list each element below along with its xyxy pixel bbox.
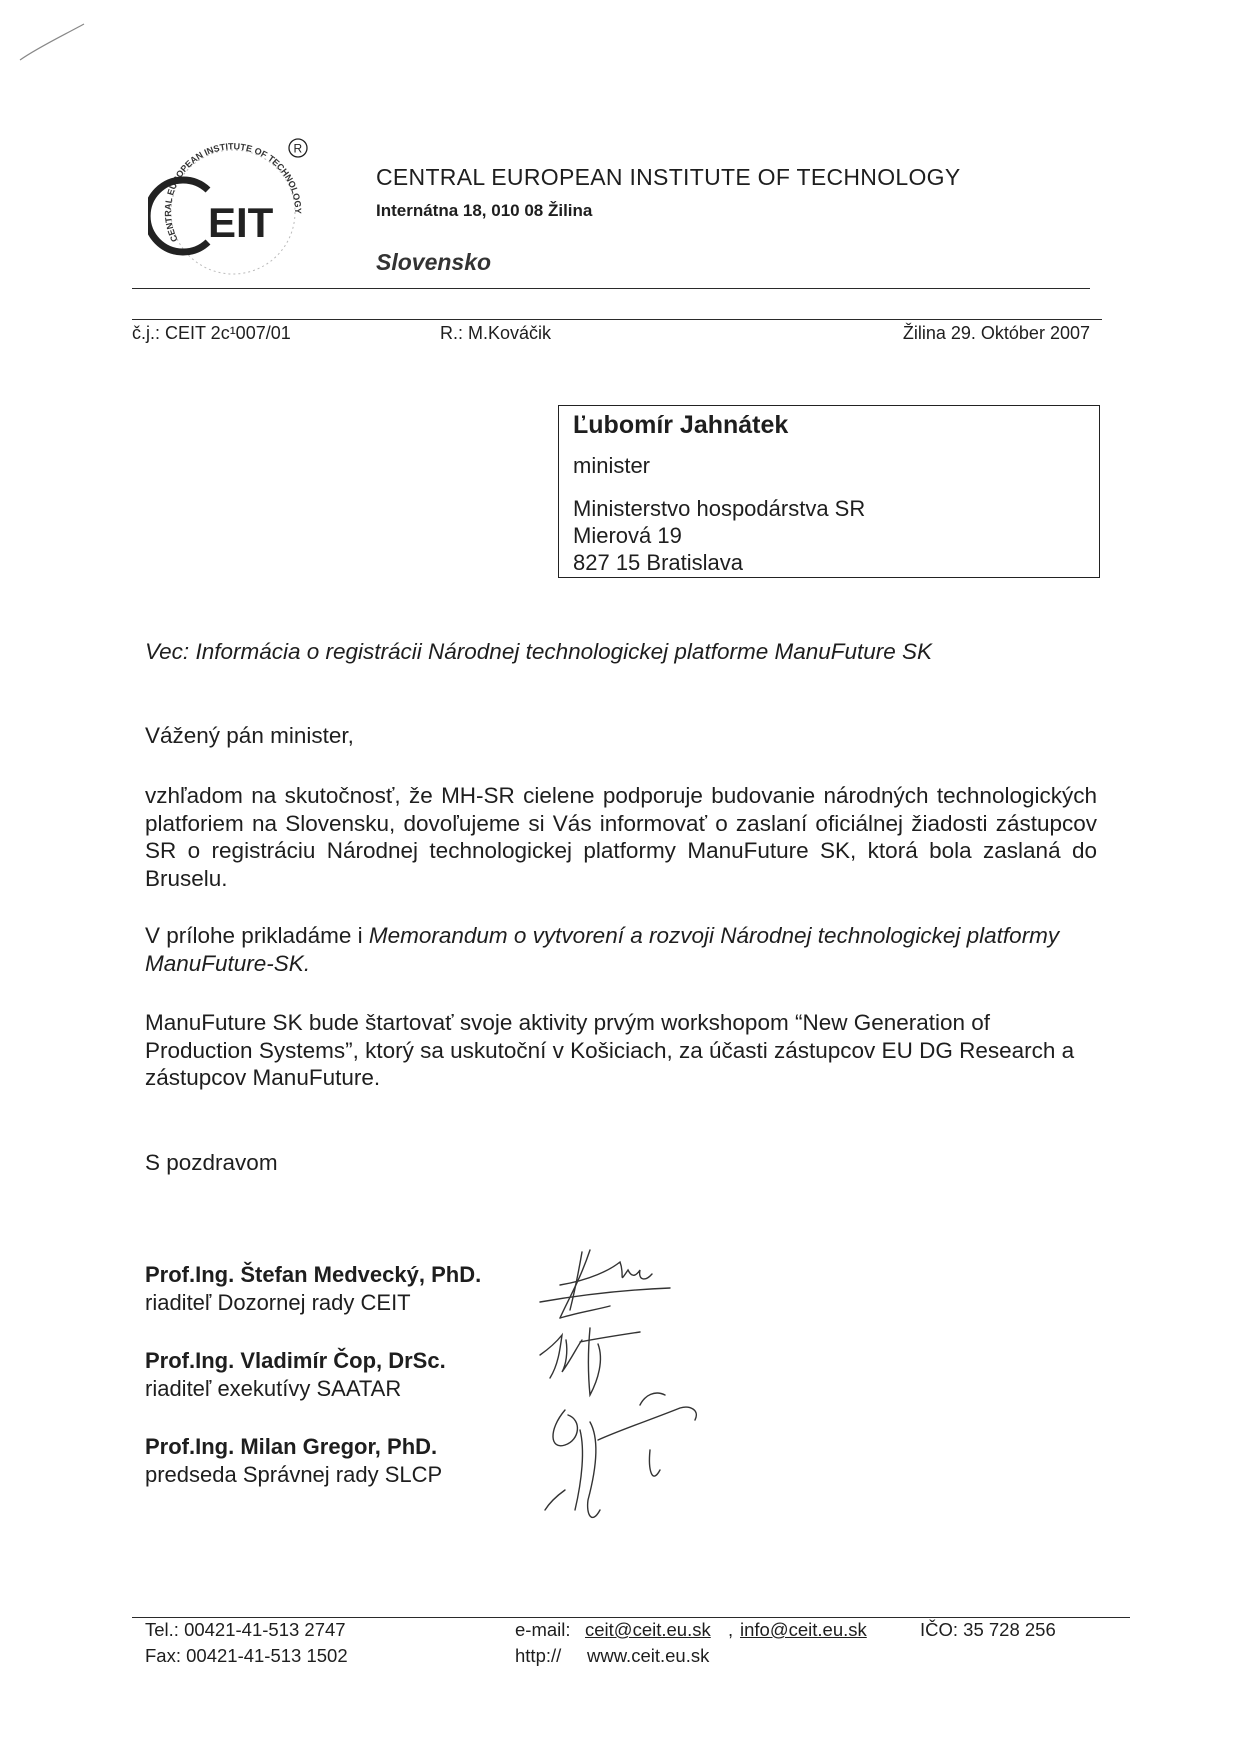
footer-email-link-1[interactable]: ceit@ceit.eu.sk xyxy=(585,1619,711,1640)
recipient-street: Mierová 19 xyxy=(573,523,682,548)
reference-number: č.j.: CEIT 2c¹007/01 xyxy=(132,323,291,343)
memorandum-title: Memorandum o vytvorení a rozvoji Národnej technologickej platformy ManuFuture-SK. xyxy=(145,923,1060,976)
recipient-address-box xyxy=(558,405,1100,578)
signatory-3-role: predseda Správnej rady SLCP xyxy=(145,1462,443,1487)
footer-phone: Tel.: 00421-41-513 2747 xyxy=(145,1619,346,1640)
recipient-name: Ľubomír Jahnátek xyxy=(573,411,789,439)
reference-author: R.: M.Kováčik xyxy=(440,323,552,343)
letter-paragraph-2 xyxy=(145,922,1097,977)
footer-divider xyxy=(132,1617,1130,1618)
footer-email-label: e-mail: xyxy=(515,1619,571,1640)
svg-text:R: R xyxy=(293,141,303,156)
letter-paragraph-1: vzhľadom na skutočnosť, že MH-SR cielene podporuje budovanie národných technologických platforiem na Slovensku, dovoľujeme si Vás informovať o zaslaní oficiálnej žiadosti zástupcov SR o registráciu Národnej technologickej platformy ManuFuture SK, ktorá bola zaslaná do Bruselu. xyxy=(145,783,1097,891)
svg-text:EIT: EIT xyxy=(208,199,274,246)
footer-email-link-2[interactable]: info@ceit.eu.sk xyxy=(740,1619,867,1640)
footer-email-separator: , xyxy=(728,1619,734,1640)
organization-address: Internátna 18, 010 08 Žilina xyxy=(376,201,593,220)
ceit-logo xyxy=(148,130,328,290)
signatory-1-name: Prof.Ing. Štefan Medvecký, PhD. xyxy=(145,1262,482,1287)
recipient-organization: Ministerstvo hospodárstva SR xyxy=(573,496,866,521)
organization-country: Slovensko xyxy=(376,249,492,275)
handwritten-signatures xyxy=(520,1240,820,1540)
header-divider xyxy=(132,288,1090,289)
recipient-title: minister xyxy=(573,453,651,478)
svg-text:CENTRAL EUROPEAN INSTITUTE OF: CENTRAL EUROPEAN INSTITUTE OF TECHNOLOGY xyxy=(162,141,304,244)
letter-closing: S pozdravom xyxy=(145,1150,278,1175)
signatory-2-role: riaditeľ exekutívy SAATAR xyxy=(145,1376,402,1401)
footer-company-id: IČO: 35 728 256 xyxy=(920,1619,1056,1640)
signatory-2-name: Prof.Ing. Vladimír Čop, DrSc. xyxy=(145,1348,446,1373)
pen-mark xyxy=(12,18,92,68)
letter-paragraph-3: ManuFuture SK bude štartovať svoje aktivity prvým workshopom “New Generation of Production Systems”, ktorý sa uskutoční v Košiciach, za účasti zástupcov EU DG Research a zástupcov ManuFuture. xyxy=(145,1010,1075,1090)
reference-divider xyxy=(132,319,1102,320)
organization-name: CENTRAL EUROPEAN INSTITUTE OF TECHNOLOGY xyxy=(376,164,961,190)
recipient-city: 827 15 Bratislava xyxy=(573,550,743,575)
footer-website-link[interactable]: www.ceit.eu.sk xyxy=(587,1645,710,1666)
footer-fax: Fax: 00421-41-513 1502 xyxy=(145,1645,348,1666)
letter-subject: Vec: Informácia o registrácii Národnej technologickej platforme ManuFuture SK xyxy=(145,639,933,664)
signatory-3-name: Prof.Ing. Milan Gregor, PhD. xyxy=(145,1434,438,1459)
letter-date: Žilina 29. Október 2007 xyxy=(902,323,1090,343)
signatory-1-role: riaditeľ Dozornej rady CEIT xyxy=(145,1290,411,1315)
footer-http-label: http:// xyxy=(515,1645,562,1666)
letter-salutation: Vážený pán minister, xyxy=(145,723,354,748)
paragraph-2-prefix: V prílohe prikladáme i xyxy=(145,923,369,948)
